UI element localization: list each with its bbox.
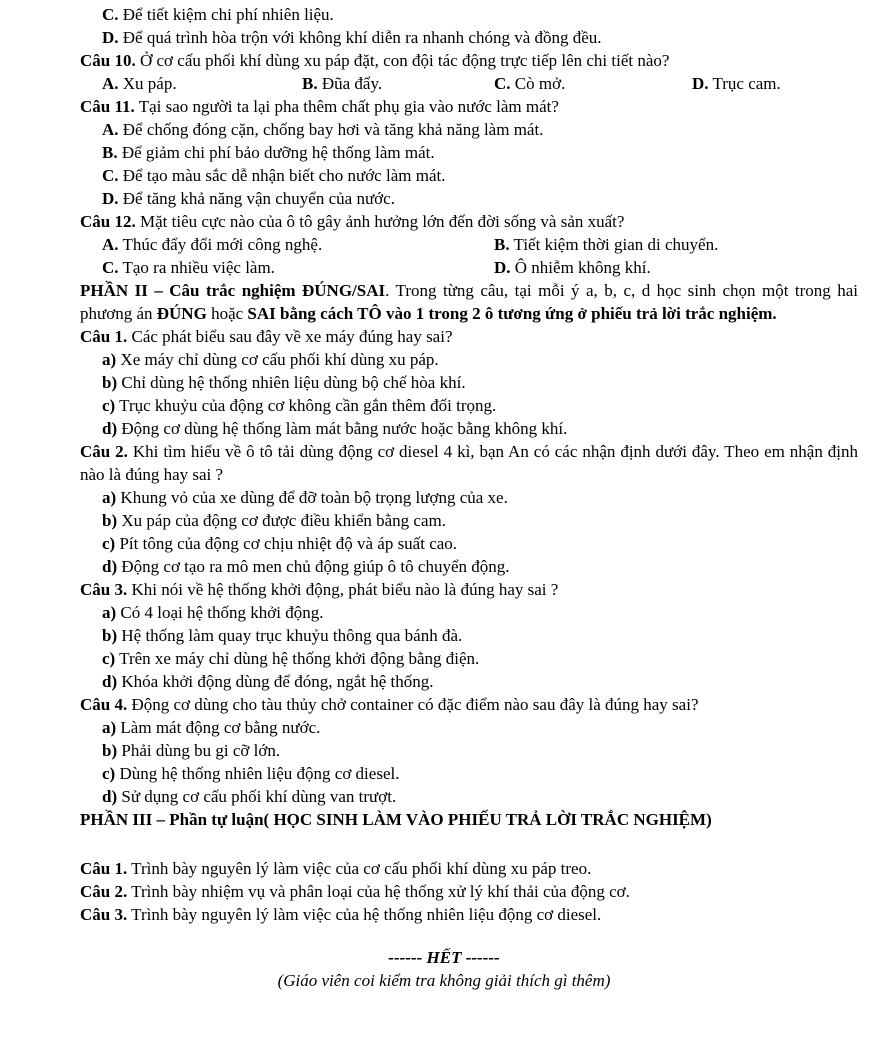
- q11-option-a: A. Để chống đóng cặn, chống bay hơi và tăng khả năng làm mát.: [102, 120, 544, 139]
- option-letter: C.: [102, 5, 119, 24]
- p2-q3-item-a: a) Có 4 loại hệ thống khởi động.: [102, 603, 324, 622]
- end-marker: ------ HẾT ------: [388, 948, 500, 967]
- p2-q1-item-d: d) Động cơ dùng hệ thống làm mát bằng nước hoặc bằng không khí.: [102, 419, 568, 438]
- question-number: Câu 11.: [80, 97, 135, 116]
- option-text: Để tiết kiệm chi phí nhiên liệu.: [118, 5, 334, 24]
- p2-q4-item-d: d) Sử dụng cơ cấu phối khí dùng van trượt.: [102, 787, 397, 806]
- exam-page: [80, 3, 858, 992]
- option-text: Để quá trình hòa trộn với không khí diễn ra nhanh chóng và đồng đều.: [118, 28, 602, 47]
- p3-q3: Câu 3. Trình bày nguyên lý làm việc của hệ thống nhiên liệu động cơ diesel.: [80, 905, 602, 924]
- q11-option-b: B. Để giảm chi phí bảo dưỡng hệ thống làm mát.: [102, 143, 435, 162]
- p2-q2-item-d: d) Động cơ tạo ra mô men chủ động giúp ô tô chuyển động.: [102, 557, 510, 576]
- q10-options: [80, 72, 858, 95]
- question-text: Mặt tiêu cực nào của ô tô gây ảnh hưởng lớn đến đời sống và sản xuất?: [135, 212, 625, 231]
- p3-q1: Câu 1. Trình bày nguyên lý làm việc của cơ cấu phối khí dùng xu páp treo.: [80, 859, 592, 878]
- p2-q1-item-c: c) Trục khuỷu của động cơ không cần gắn thêm đối trọng.: [102, 396, 497, 415]
- p2-q1-item-b: b) Chỉ dùng hệ thống nhiên liệu dùng bộ chế hòa khí.: [102, 373, 466, 392]
- part2-intro: PHẦN II – Câu trắc nghiệm ĐÚNG/SAI. Trong từng câu, tại mỗi ý a, b, c, d học sinh chọn một trong hai phương án ĐÚNG hoặc SAI bằng cách TÔ vào 1 trong 2 ô tương ứng ở phiếu trả lời trắc nghiệm.: [80, 281, 858, 323]
- q9-option-d: [80, 26, 858, 49]
- p2-q3-item-c: c) Trên xe máy chỉ dùng hệ thống khởi động bằng điện.: [102, 649, 480, 668]
- q11-option-d: D. Để tăng khả năng vận chuyển của nước.: [102, 189, 395, 208]
- q10-option-c: C. Cò mở.: [494, 74, 566, 93]
- p2-q4-stem: Câu 4. Động cơ dùng cho tàu thủy chở container có đặc điểm nào sau đây là đúng hay sai?: [80, 695, 699, 714]
- q12-stem: [80, 210, 858, 233]
- p2-q2-item-b: b) Xu páp của động cơ được điều khiển bằng cam.: [102, 511, 446, 530]
- p2-q1-item-a: a) Xe máy chỉ dùng cơ cấu phối khí dùng xu páp.: [102, 350, 439, 369]
- p2-q1-stem: Câu 1. Các phát biểu sau đây về xe máy đúng hay sai?: [80, 327, 453, 346]
- p2-q2-item-c: c) Pít tông của động cơ chịu nhiệt độ và áp suất cao.: [102, 534, 458, 553]
- p2-q2-item-a: a) Khung vỏ của xe dùng để đỡ toàn bộ trọng lượng của xe.: [102, 488, 508, 507]
- question-number: Câu 12.: [80, 212, 136, 231]
- q12-options-row2: [80, 256, 858, 279]
- q11-option-c: C. Để tạo màu sắc dễ nhận biết cho nước làm mát.: [102, 166, 446, 185]
- q10-option-b: B. Đũa đẩy.: [302, 74, 383, 93]
- p2-q4-item-b: b) Phải dùng bu gi cỡ lớn.: [102, 741, 281, 760]
- q12-option-b: B. Tiết kiệm thời gian di chuyển.: [494, 235, 719, 254]
- q12-option-d: D. Ô nhiễm không khí.: [494, 258, 651, 277]
- p2-q3-item-b: b) Hệ thống làm quay trục khuỷu thông qua bánh đà.: [102, 626, 463, 645]
- proctor-note: (Giáo viên coi kiểm tra không giải thích gì thêm): [277, 971, 611, 990]
- q10-stem: [80, 49, 858, 72]
- q10-option-d: D. Trục cam.: [692, 74, 781, 93]
- spacer: [80, 831, 858, 857]
- p2-q2-stem: Câu 2. Khi tìm hiểu về ô tô tải dùng động cơ diesel 4 kì, bạn An có các nhận định dưới đây. Theo em nhận định nào là đúng hay sai ?: [80, 442, 858, 484]
- p3-q2: Câu 2. Trình bày nhiệm vụ và phân loại của hệ thống xử lý khí thải của động cơ.: [80, 882, 630, 901]
- q12-option-a: A. Thúc đẩy đổi mới công nghệ.: [102, 235, 323, 254]
- q11-stem: [80, 95, 858, 118]
- question-number: Câu 10.: [80, 51, 136, 70]
- option-letter: D.: [102, 28, 119, 47]
- q10-option-a: A. Xu páp.: [102, 74, 177, 93]
- p2-q3-stem: Câu 3. Khi nói về hệ thống khởi động, phát biểu nào là đúng hay sai ?: [80, 580, 559, 599]
- question-text: Ở cơ cấu phối khí dùng xu páp đặt, con đội tác động trực tiếp lên chi tiết nào?: [135, 51, 670, 70]
- part3-heading: PHẦN III – Phần tự luận( HỌC SINH LÀM VÀO PHIẾU TRẢ LỜI TRẮC NGHIỆM): [80, 810, 712, 829]
- spacer: [80, 926, 858, 946]
- q12-options-row1: [80, 233, 858, 256]
- p2-q3-item-d: d) Khóa khởi động dùng để đóng, ngắt hệ thống.: [102, 672, 434, 691]
- p2-q4-item-c: c) Dùng hệ thống nhiên liệu động cơ diesel.: [102, 764, 400, 783]
- q12-option-c: C. Tạo ra nhiều việc làm.: [102, 258, 275, 277]
- p2-q4-item-a: a) Làm mát động cơ bằng nước.: [102, 718, 321, 737]
- part2-heading: PHẦN II – Câu trắc nghiệm ĐÚNG/SAI: [80, 281, 386, 300]
- question-text: Tại sao người ta lại pha thêm chất phụ gia vào nước làm mát?: [134, 97, 559, 116]
- q9-option-c: [80, 3, 858, 26]
